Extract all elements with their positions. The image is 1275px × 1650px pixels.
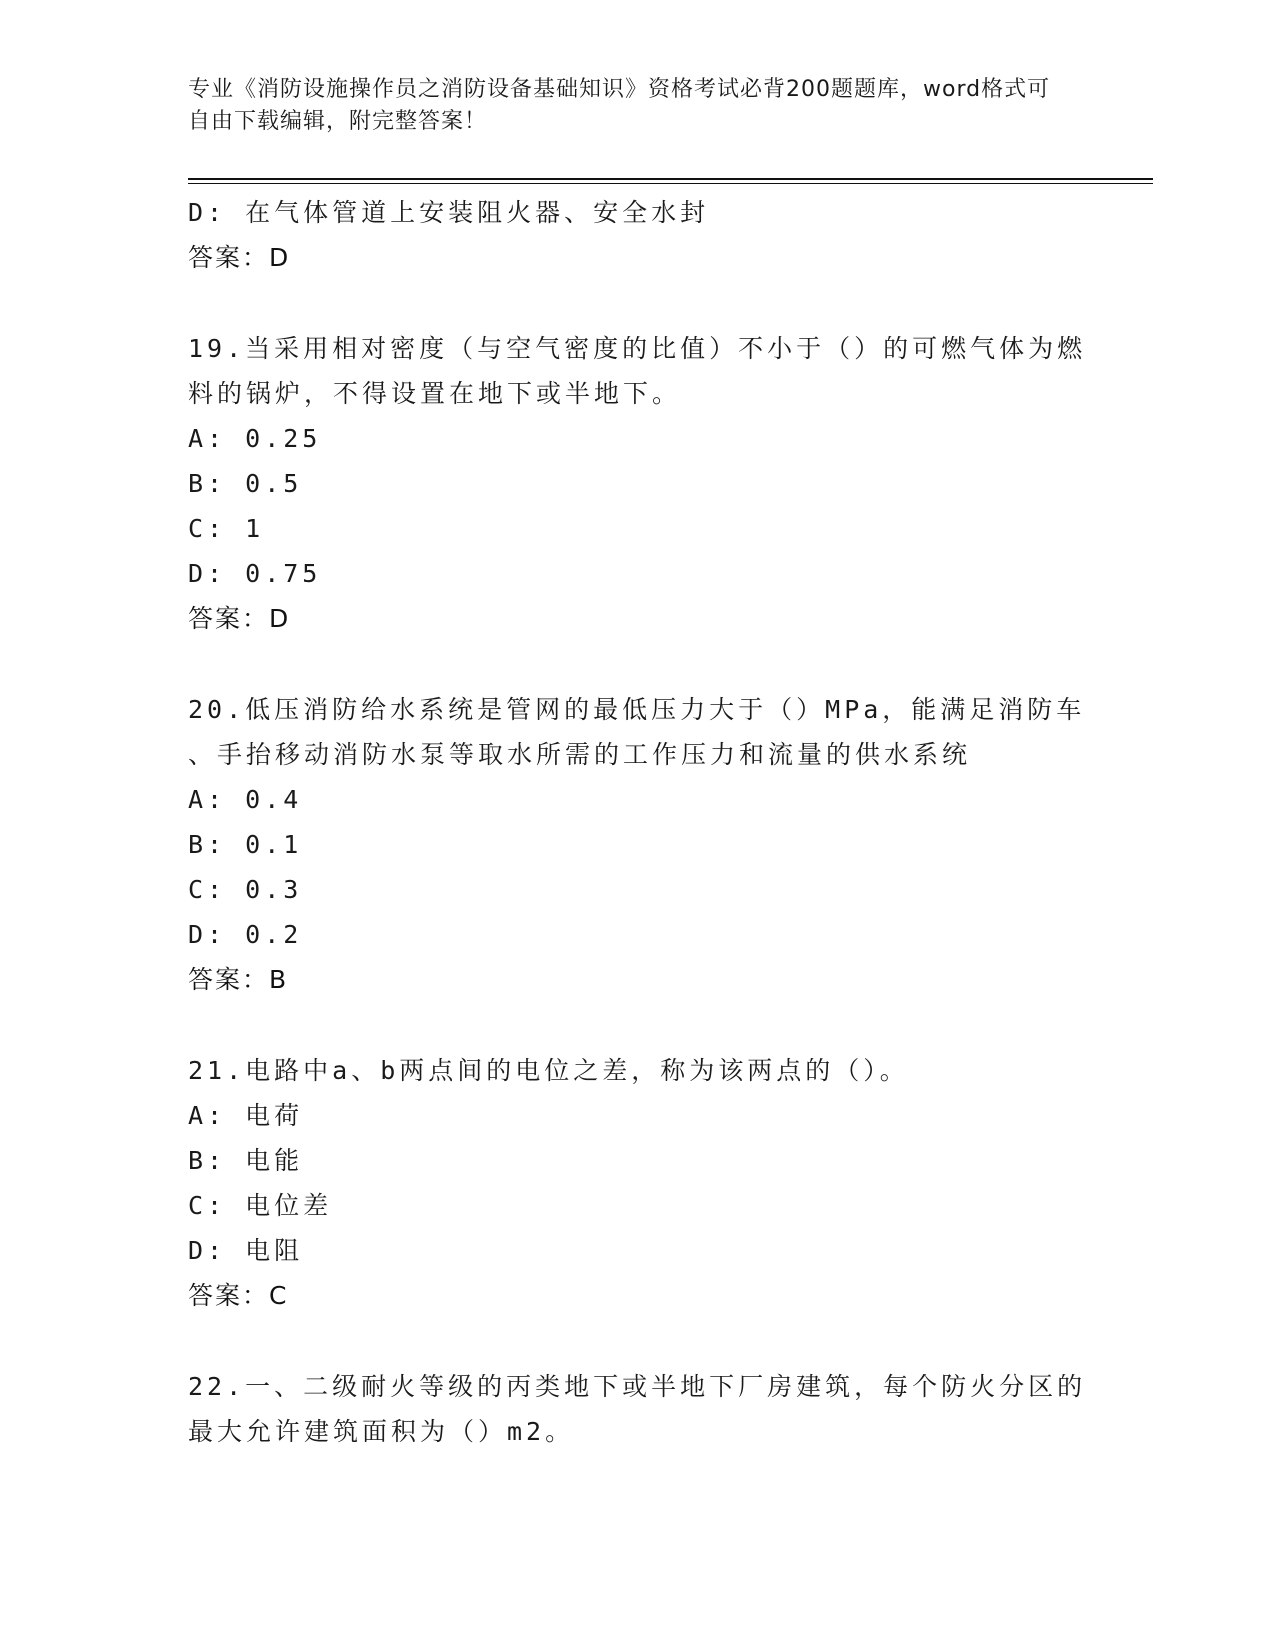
option-b: B: 电能 xyxy=(188,1146,304,1175)
option-a: A: 0.4 xyxy=(188,785,303,814)
question-18-continued xyxy=(188,190,1088,280)
option-a: A: 0.25 xyxy=(188,424,322,453)
header-text: 专业《消防设施操作员之消防设备基础知识》资格考试必背200题题库，word格式可自由下载编辑，附完整答案！ xyxy=(188,77,1051,134)
question-21 xyxy=(188,1048,1088,1318)
spacer xyxy=(188,1002,1088,1048)
option-a: A: 电荷 xyxy=(188,1101,304,1130)
question-22 xyxy=(188,1364,1088,1454)
header-divider-thin xyxy=(188,183,1153,184)
page-header xyxy=(188,74,1068,138)
question-stem-continued: 料的锅炉，不得设置在地下或半地下。 xyxy=(188,379,682,408)
answer: 答案：B xyxy=(188,965,289,994)
option-c: C: 0.3 xyxy=(188,875,303,904)
spacer xyxy=(188,280,1088,326)
answer: 答案：D xyxy=(188,604,291,633)
option-c: C: 电位差 xyxy=(188,1191,333,1220)
option-d: D: 0.75 xyxy=(188,559,322,588)
option-b: B: 0.5 xyxy=(188,469,303,498)
option-d: D: 0.2 xyxy=(188,920,303,949)
question-stem-continued: 最大允许建筑面积为（）m2。 xyxy=(188,1417,575,1446)
header-divider-thick xyxy=(188,178,1153,180)
question-stem-continued: 、手抬移动消防水泵等取水所需的工作压力和流量的供水系统 xyxy=(188,740,972,769)
answer: 答案：C xyxy=(188,1281,289,1310)
option-d: D: 电阻 xyxy=(188,1236,304,1265)
question-list xyxy=(188,190,1088,1454)
option-c: C: 1 xyxy=(188,514,265,543)
spacer xyxy=(188,641,1088,687)
question-stem: 19.当采用相对密度（与空气密度的比值）不小于（）的可燃气体为燃 xyxy=(188,334,1087,363)
spacer xyxy=(188,1318,1088,1364)
option-b: B: 0.1 xyxy=(188,830,303,859)
question-stem: 22.一、二级耐火等级的丙类地下或半地下厂房建筑，每个防火分区的 xyxy=(188,1372,1087,1401)
question-stem: 20.低压消防给水系统是管网的最低压力大于（）MPa，能满足消防车 xyxy=(188,695,1086,724)
question-19 xyxy=(188,326,1088,641)
answer: 答案：D xyxy=(188,243,291,272)
question-stem: 21.电路中a、b两点间的电位之差，称为该两点的（）。 xyxy=(188,1056,909,1085)
option-d: D: 在气体管道上安装阻火器、安全水封 xyxy=(188,198,710,227)
question-20 xyxy=(188,687,1088,1002)
